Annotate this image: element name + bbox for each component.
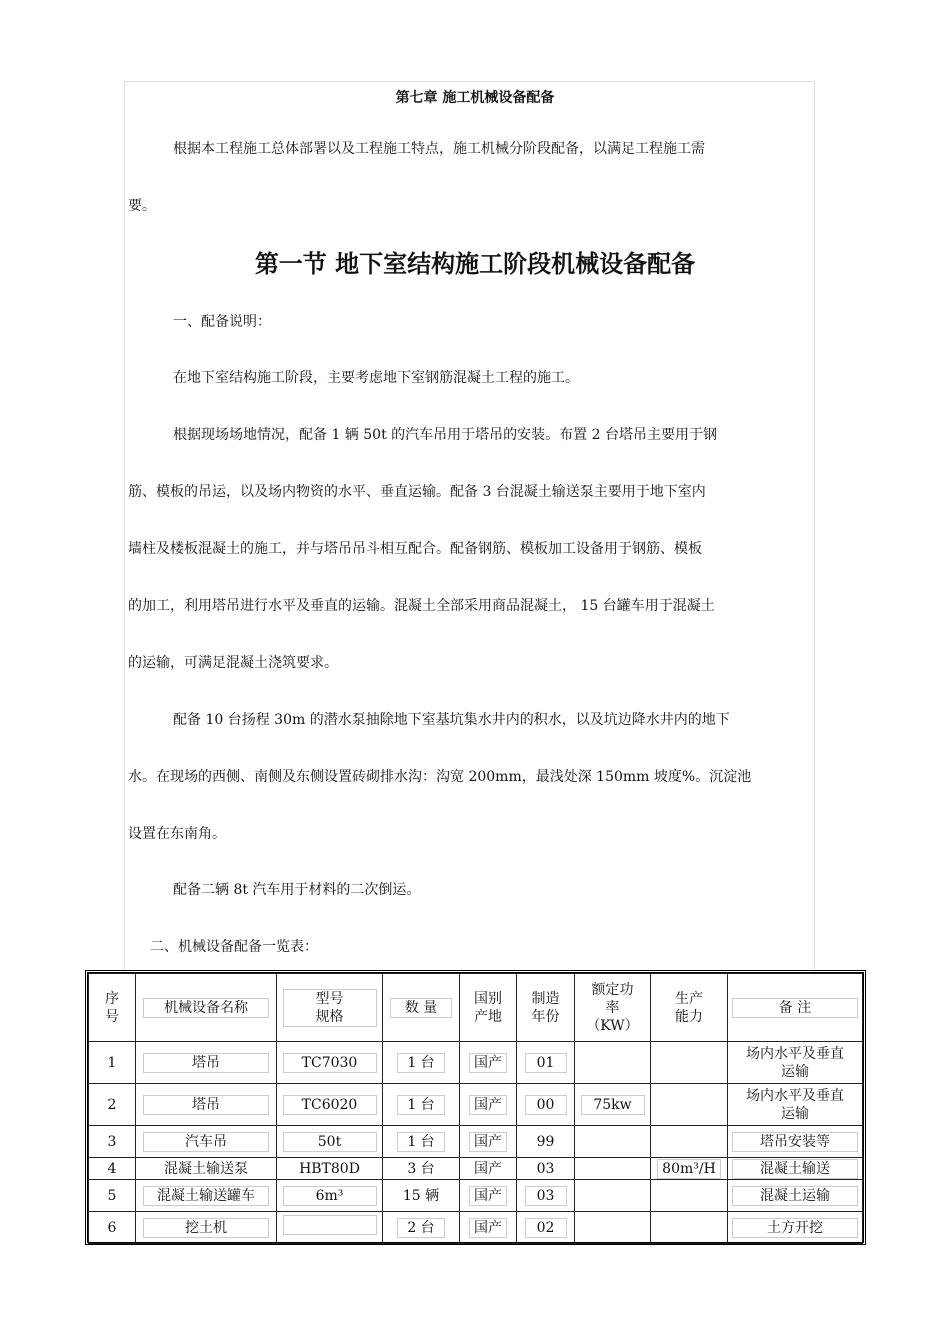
paragraph-3-line-1: 根据现场场地情况，配备 1 辆 50t 的汽车吊用于塔吊的安装。布置 2 台塔吊主要用于钢 [173,427,717,443]
header-qty: 数 量 [383,974,460,1042]
cell-power [575,1212,651,1244]
cell-remark: 场内水平及垂直 运输 [728,1042,863,1084]
cell-power [575,1126,651,1158]
table-row [89,1126,863,1158]
header-name: 机械设备名称 [136,974,277,1042]
cell-qty: 2 台 [383,1212,460,1244]
cell-model: 50t [277,1126,383,1158]
cell-seq: 2 [89,1084,136,1126]
cell-model: TC7030 [277,1042,383,1084]
cell-year: 02 [517,1212,575,1244]
section-title: 第一节 地下室结构施工阶段机械设备配备 [254,250,696,278]
paragraph-3-line-3: 墙柱及楼板混凝土的施工，并与塔吊吊斗相互配合。配备钢筋、模板加工设备用于钢筋、模板 [128,541,702,557]
cell-power [575,1042,651,1084]
cell-origin: 国产 [460,1212,517,1244]
cell-remark: 场内水平及垂直 运输 [728,1084,863,1126]
chapter-title: 第七章 施工机械设备配备 [395,90,555,106]
table-header-row [89,974,863,1042]
paragraph-3-line-5: 的运输，可满足混凝土浇筑要求。 [128,655,338,671]
cell-seq: 1 [89,1042,136,1084]
paragraph-heading-2: 二、机械设备配备一览表： [150,939,318,955]
cell-qty: 1 台 [383,1042,460,1084]
cell-capacity [651,1126,728,1158]
paragraph-3-line-4: 的加工，利用塔吊进行水平及垂直的运输。混凝土全部采用商品混凝土， 15 台罐车用于混凝土 [128,598,715,614]
cell-name: 塔吊 [136,1084,277,1126]
cell-capacity [651,1084,728,1126]
cell-power: 75kw [575,1084,651,1126]
paragraph-heading-1: 一、配备说明： [173,314,271,330]
cell-model [277,1212,383,1244]
cell-remark: 混凝土输送 [728,1158,863,1180]
page-frame [124,81,815,974]
cell-year: 00 [517,1084,575,1126]
cell-name: 挖土机 [136,1212,277,1244]
cell-origin: 国产 [460,1126,517,1158]
cell-origin: 国产 [460,1180,517,1212]
cell-year: 01 [517,1042,575,1084]
header-capacity: 生产 能力 [651,974,728,1042]
intro-line-1: 根据本工程施工总体部署以及工程施工特点，施工机械分阶段配备，以满足工程施工需 [173,141,705,157]
paragraph-4-line-2: 水。在现场的西侧、南侧及东侧设置砖砌排水沟：沟宽 200mm，最浅处深 150mm 坡度%。沉淀池 [128,769,752,785]
cell-year: 03 [517,1158,575,1180]
cell-name: 混凝土输送泵 [136,1158,277,1180]
cell-model: TC6020 [277,1084,383,1126]
cell-origin: 国产 [460,1158,517,1180]
cell-seq: 4 [89,1158,136,1180]
cell-model: HBT80D [277,1158,383,1180]
cell-qty: 1 台 [383,1084,460,1126]
table-row [89,1180,863,1212]
header-model: 型号 规格 [277,974,383,1042]
cell-name: 混凝土输送罐车 [136,1180,277,1212]
table-row [89,1158,863,1180]
cell-year: 99 [517,1126,575,1158]
paragraph-3-line-2: 筋、模板的吊运，以及场内物资的水平、垂直运输。配备 3 台混凝土输送泵主要用于地下室内 [128,484,706,500]
cell-seq: 3 [89,1126,136,1158]
cell-qty: 1 台 [383,1126,460,1158]
equipment-table [85,970,866,1245]
header-remark: 备 注 [728,974,863,1042]
cell-qty: 15 辆 [383,1180,460,1212]
header-origin: 国别 产地 [460,974,517,1042]
cell-seq: 6 [89,1212,136,1244]
intro-line-2: 要。 [128,198,156,214]
header-seq: 序 号 [89,974,136,1042]
cell-qty: 3 台 [383,1158,460,1180]
header-power: 额定功 率 （KW） [575,974,651,1042]
cell-capacity: 80m³/H [651,1158,728,1180]
cell-origin: 国产 [460,1084,517,1126]
cell-capacity [651,1042,728,1084]
header-year: 制造 年份 [517,974,575,1042]
table-row [89,1084,863,1126]
cell-capacity [651,1180,728,1212]
table-row [89,1212,863,1244]
cell-remark: 混凝土运输 [728,1180,863,1212]
paragraph-4-line-3: 设置在东南角。 [128,826,226,842]
cell-year: 03 [517,1180,575,1212]
cell-remark: 土方开挖 [728,1212,863,1244]
cell-power [575,1180,651,1212]
cell-name: 汽车吊 [136,1126,277,1158]
paragraph-5: 配备二辆 8t 汽车用于材料的二次倒运。 [173,882,421,898]
paragraph-4-line-1: 配备 10 台扬程 30m 的潜水泵抽除地下室基坑集水井内的积水，以及坑边降水井内的地下 [173,712,730,728]
table-row [89,1042,863,1084]
cell-seq: 5 [89,1180,136,1212]
cell-remark: 塔吊安装等 [728,1126,863,1158]
cell-name: 塔吊 [136,1042,277,1084]
paragraph-2: 在地下室结构施工阶段，主要考虑地下室钢筋混凝土工程的施工。 [173,370,579,386]
cell-model: 6m³ [277,1180,383,1212]
cell-power [575,1158,651,1180]
cell-capacity [651,1212,728,1244]
cell-origin: 国产 [460,1042,517,1084]
